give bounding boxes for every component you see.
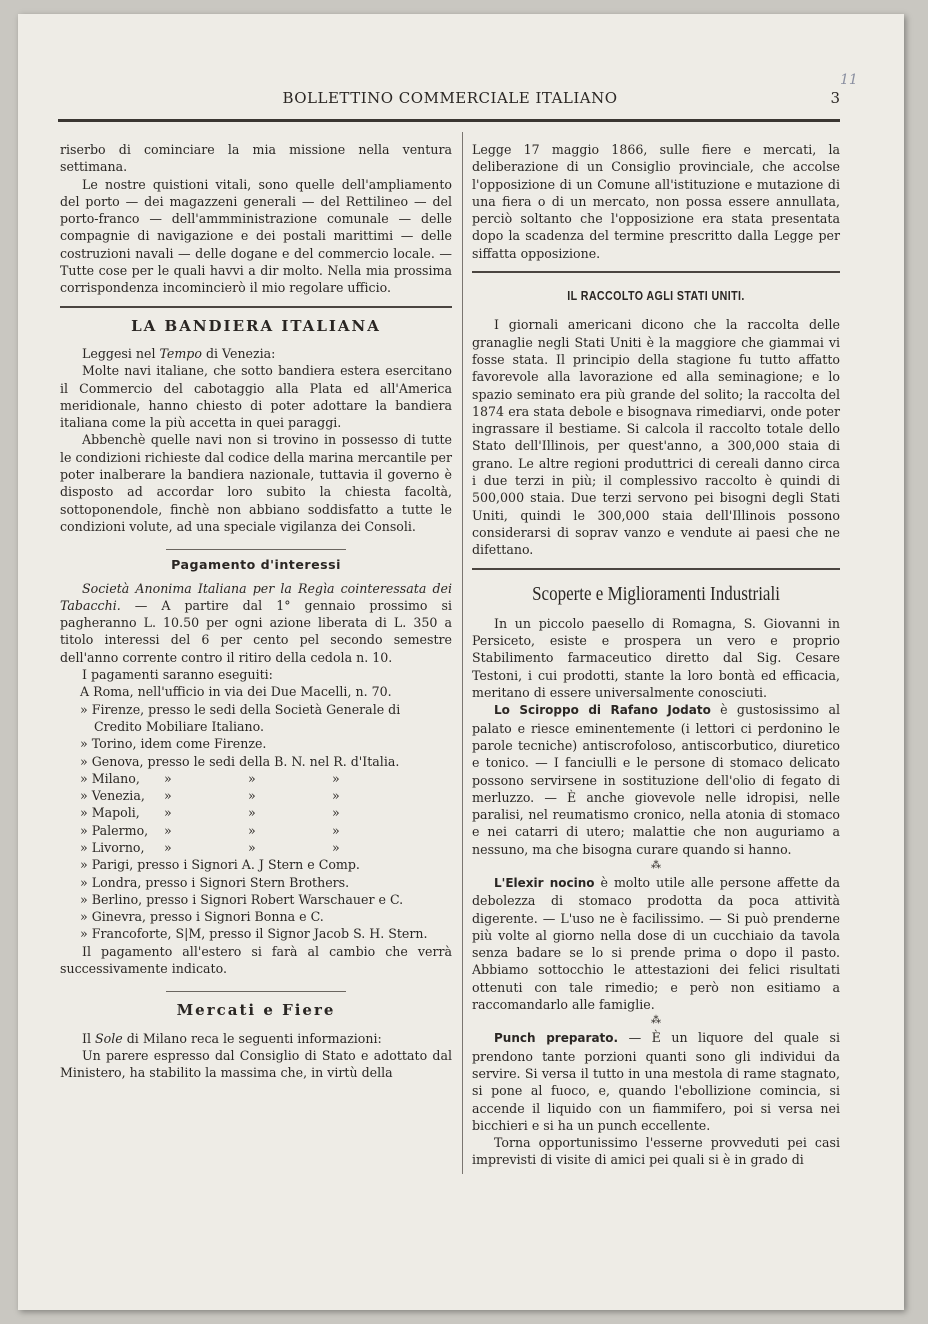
asterism-divider: ⁂ — [651, 859, 661, 871]
pencil-page-mark: 11 — [840, 72, 858, 88]
mercati-paragraph: Il Sole di Milano reca le seguenti informazioni: — [82, 1030, 382, 1046]
scoperte-paragraph: Torna opportunissimo l'esserne provveduti pei casi imprevisti di visite di amici pei quali si è in grado di — [472, 1135, 840, 1168]
list-item: » Livorno, » » » — [80, 839, 340, 855]
asterism-divider: ⁂ — [651, 1015, 661, 1027]
list-item: » Venezia, » » » — [80, 788, 340, 804]
bandiera-paragraph: Leggesi nel Tempo di Venezia: — [82, 345, 276, 361]
scoperte-paragraph: In un piccolo paesello di Romagna, S. Giovanni in Persiceto, esiste e prospera un vero e proprio Stabilimento farmaceutico diretto dal Sig. Cesare Testoni, i cui prodotti, stante la loro bontà ed efficacia, meritano di essere universalmente conosciuti. — [472, 615, 840, 701]
section-divider — [472, 271, 840, 273]
column-divider — [462, 132, 463, 1174]
list-item: » Londra, presso i Signori Stern Brothers. — [80, 874, 350, 890]
list-item: A Roma, nell'ufficio in via dei Due Macelli, n. 70. — [80, 684, 392, 700]
section-divider — [60, 306, 452, 308]
list-item: » Palermo, » » » — [80, 822, 340, 838]
section-divider — [166, 991, 346, 992]
ditto-places-list — [60, 770, 452, 856]
section-title-raccolto: IL RACCOLTO AGLI STATI UNITI. — [567, 288, 745, 304]
section-title-mercati: Mercati e Fiere — [176, 1001, 336, 1020]
newspaper-page — [18, 14, 904, 1310]
header-rule — [58, 119, 840, 122]
mercati-continuation: Legge 17 maggio 1866, sulle fiere e mercati, la deliberazione di un Consiglio provinciale, che accolse l'opposizione di un Comune all'istituzione e mutazione di una fiera o di un mercato, non possa essere annullata, perciò soltanto che l'opposizione era stata presentata dopo la scadenza del termine prescritto dalla Legge per siffatta opposizione. — [472, 142, 840, 261]
section-title-interessi: Pagamento d'interessi — [171, 557, 341, 573]
list-item: » Berlino, presso i Signori Robert Warschauer e C. — [80, 891, 404, 907]
interessi-paragraph: I pagamenti saranno eseguiti: — [82, 667, 273, 683]
list-item: » Parigi, presso i Signori A. J Stern e Comp. — [80, 857, 360, 873]
intro-paragraph: riserbo di cominciare la mia missione nella ventura settimana. — [60, 142, 452, 175]
publication-title: BOLLETTINO COMMERCIALE ITALIANO — [282, 89, 618, 107]
interessi-paragraph: Il pagamento all'estero si farà al cambio che verrà successivamente indicato. — [60, 943, 452, 977]
list-item: » Firenze, presso le sedi della Società Generale di Credito Mobiliare Italiano. — [80, 701, 401, 734]
left-column — [60, 141, 452, 1082]
mercati-paragraph: Un parere espresso dal Consiglio di Stato e adottato dal Ministero, ha stabilito la massima che, in virtù della — [60, 1047, 452, 1081]
intro-paragraph: Le nostre quistioni vitali, sono quelle dell'ampliamento del porto — dei magazzeni generali — del Rettilineo — del porto-franco — dell'ammministrazione comunale — delle compagnie di navigazione e dei postali marittimi — delle costruzioni navali — delle dogane e del commercio locale. — Tutte cose per le quali havvi a dir molto. Nella mia prossima corrispondenza incomincierò il mio regolare ufficio. — [60, 176, 452, 296]
bandiera-paragraph: Abbenchè quelle navi non si trovino in possesso di tutte le condizioni richieste dal codice della marina mercantile per poter inalberare la bandiera nazionale, tuttavia il governo è disposto ad accordar loro subito la chiesta facoltà, sottoponendole, finchè non abbiano soddisfatto a tutte le condizioni volute, ad una speciale vigilanza dei Consoli. — [60, 432, 452, 534]
section-title-scoperte: Scoperte e Miglioramenti Industriali — [532, 582, 780, 605]
section-divider — [166, 549, 346, 550]
interessi-paragraph: Società Anonima Italiana per la Regìa cointeressata dei Tabacchi. — A partire dal 1° gennaio prossimo si pagheranno L. 10.50 per ogni azione liberata di L. 350 a titolo interessi del 6 per cento pel secondo semestre dell'anno corrente contro il ritiro della cedola n. 10. — [60, 580, 452, 665]
list-item: » Genova, presso le sedi della B. N. nel R. d'Italia. — [80, 753, 400, 769]
scoperte-paragraph: Lo Sciroppo di Rafano Jodato è gustosissimo al palato e riesce eminentemente (i lettori ci perdonino le parole tecniche) antiscrofoloso, antiscorbutico, diuretico e tonico. — I fanciulli e le persone di stomaco delicato possono servirsene in sostituzione dell'olio di fegato di merluzzo. — È anche giovevole nelle idropisi, nelle paralisi, nel reumatismo cronico, nella atonia di stomaco e nei catarri di utero; malattie che non auguriamo a nessuno, ma che bisogna curare quando si hanno. — [472, 702, 840, 857]
bandiera-paragraph: Molte navi italiane, che sotto bandiera estera esercitano il Commercio del cabotaggio alla Plata ed all'America meridionale, hanno chiesto di poter adottare la bandiera italiana come la più accetta in quei paraggi. — [60, 363, 452, 431]
list-item: » Mapoli, » » » — [80, 805, 340, 821]
list-item: » Milano, » » » — [80, 770, 340, 786]
scoperte-paragraph: L'Elexir nocino è molto utile alle persone affette da debolezza di stomaco prodotta da poca attività digerente. — L'uso ne è facilissimo. — Si può prenderne più volte al giorno nella dose di un cucchiaio da tavola senza badare se lo si prende prima o dopo il pasto. Abbiamo sottocchio le attestazioni dei felici risultati ottenuti con tale rimedio; e però non esitiamo a raccomandarlo alle famiglie. — [472, 874, 840, 1013]
section-divider — [472, 568, 840, 570]
foreign-places-list — [60, 856, 452, 942]
section-title-bandiera: LA BANDIERA ITALIANA — [131, 316, 381, 335]
payment-places-list — [60, 683, 452, 769]
list-item: » Torino, idem come Firenze. — [80, 736, 267, 752]
raccolto-paragraph: I giornali americani dicono che la raccolta delle granaglie negli Stati Uniti è la maggiore che giammai vi fosse stata. Il principio della stagione fu tutto affatto favorevole alla lavorazione ed alla seminagione; e lo spazio seminato era più grande del solito; la raccolta del 1874 era stata debole e bisognava rimediarvi, onde poter ingrassare il bestiame. Si calcola il raccolto totale dello Stato dell'Illinois, per quest'anno, a 300,000 staia di grano. Le altre regioni produttrici di cereali danno circa i due terzi in più; il complessivo raccolto è quindi di 500,000 staia. Due terzi servono pei bisogni degli Stati Uniti, quindi le 300,000 staia dell'Illinois possono considerarsi di soprav vanzo e vendute ai paesi che ne difettano. — [472, 317, 840, 558]
list-item: » Francoforte, S|M, presso il Signor Jacob S. H. Stern. — [80, 926, 428, 942]
right-column — [472, 141, 840, 1169]
scoperte-paragraph: Punch preparato. — È un liquore del quale si prendono tante porzioni quanti sono gli individui da servire. Si versa il tutto in una mestola di rame stagnato, si pone al fuoco, e, quando l'ebollizione comincia, si accende il liquido con un fiammifero, poi si versa nei bicchieri e si ha un punch eccellente. — [472, 1030, 840, 1133]
running-header — [60, 89, 840, 111]
list-item: » Ginevra, presso i Signori Bonna e C. — [80, 909, 324, 925]
page-number: 3 — [830, 89, 840, 107]
